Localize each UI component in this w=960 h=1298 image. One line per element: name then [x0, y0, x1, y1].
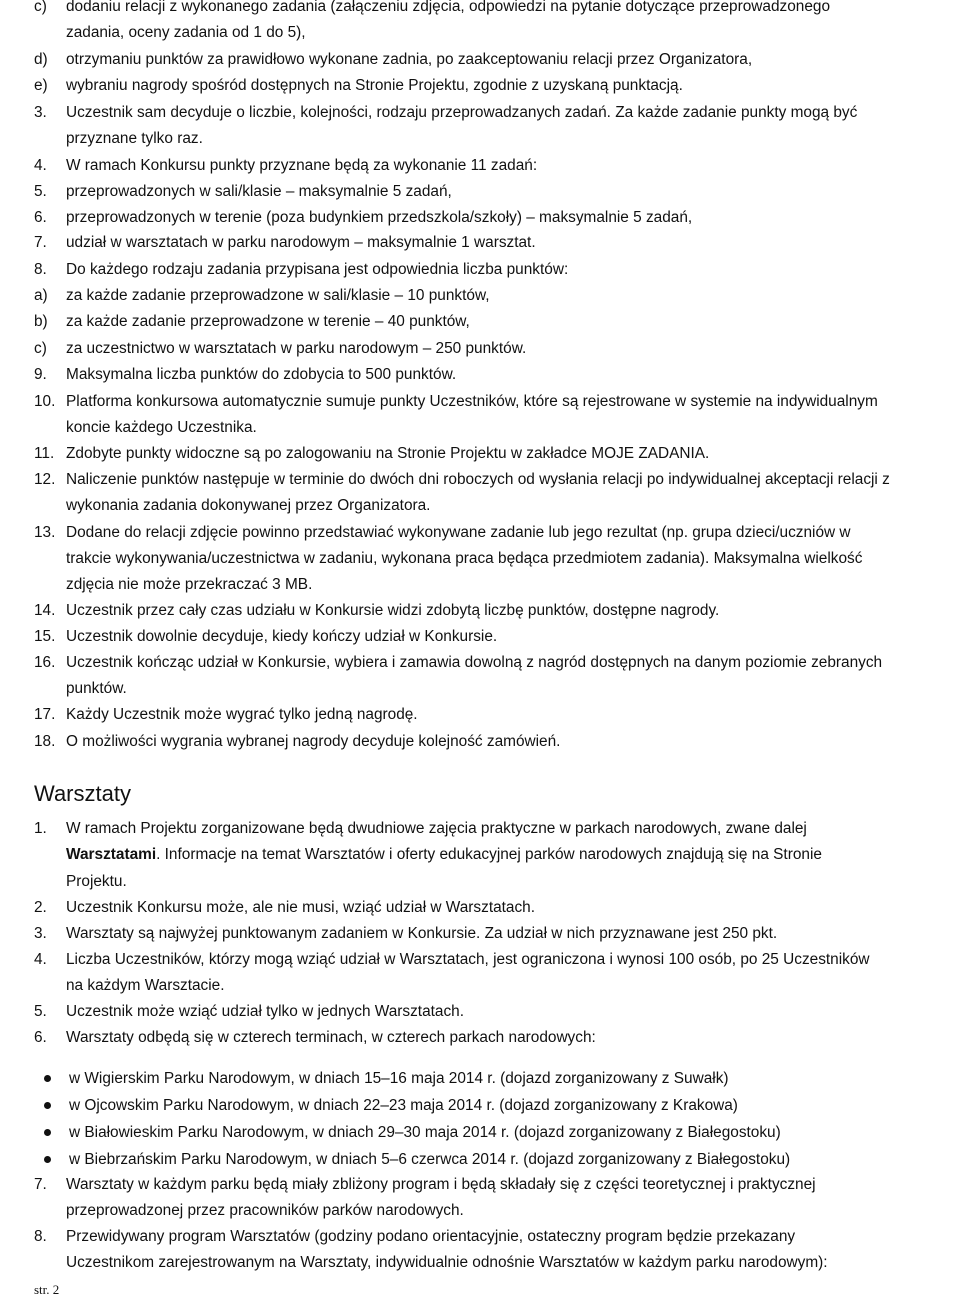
rule-text: Zdobyte punkty widoczne są po zalogowaniu na Stronie Projektu w zakładce MOJE ZADANIA. [66, 445, 710, 462]
list-item-continuation [0, 20, 940, 47]
list-item [0, 0, 940, 21]
rule-number: 18. [34, 733, 56, 750]
warsztaty-item-continuation [0, 1250, 940, 1277]
warsztatami-bold-term: Warsztatami [66, 846, 157, 863]
rule-item [0, 467, 940, 494]
rule-number: 10. [34, 393, 56, 410]
rule-item [0, 389, 940, 416]
points-text: za każde zadanie przeprowadzone w sali/klasie – 10 punktów, [66, 287, 490, 304]
rule-item [0, 179, 940, 206]
rule-item [0, 729, 940, 756]
points-text: za uczestnictwo w warsztatach w parku narodowym – 250 punktów. [66, 340, 527, 357]
item-text: Uczestnikom zarejestrowanym na Warsztaty, indywidualnie odnośnie Warsztatów w każdym parku narodowym): [66, 1254, 828, 1271]
rule-text: przeprowadzonych w terenie (poza budynkiem przedszkola/szkoły) – maksymalnie 5 zadań, [66, 209, 693, 226]
item-text: przeprowadzonej przez pracowników parków narodowych. [66, 1202, 464, 1219]
rule-item [0, 520, 940, 547]
bullet-text: w Biebrzańskim Parku Narodowym, w dniach 5–6 czerwca 2014 r. (dojazd zorganizowany z Białegostoku) [69, 1151, 791, 1168]
rule-text: Maksymalna liczba punktów do zdobycia to 500 punktów. [66, 366, 457, 383]
rule-number: 16. [34, 654, 56, 671]
item-number: 4. [34, 951, 47, 968]
rule-item [0, 257, 940, 284]
park-bullet-item [0, 1093, 940, 1120]
bullet-dot-icon [44, 1129, 51, 1136]
page-number: str. 2 [34, 1282, 60, 1297]
points-label: b) [34, 313, 48, 330]
bullet-dot-icon [44, 1156, 51, 1163]
rule-number: 11. [34, 445, 55, 462]
item-number: 3. [34, 925, 47, 942]
rule-number: 14. [34, 602, 56, 619]
item-text: Uczestnik może wziąć udział tylko w jednych Warsztatach. [66, 1003, 465, 1020]
item-text: Uczestnik Konkursu może, ale nie musi, wziąć udział w Warsztatach. [66, 899, 536, 916]
warsztaty-item [0, 1172, 940, 1199]
warsztaty-item-continuation [0, 842, 940, 869]
section-heading: Warsztaty [34, 781, 131, 806]
rule-number: 8. [34, 261, 47, 278]
item-text: na każdym Warsztacie. [66, 977, 225, 994]
item-text-wrap [66, 842, 822, 869]
rule-text: Uczestnik dowolnie decyduje, kiedy kończy udział w Konkursie. [66, 628, 498, 645]
rule-item [0, 650, 940, 677]
rule-text: O możliwości wygrania wybranej nagrody decyduje kolejność zamówień. [66, 733, 561, 750]
rule-item [0, 624, 940, 651]
bullet-dot-icon [44, 1075, 51, 1082]
list-item [0, 47, 940, 74]
list-label: c) [34, 0, 47, 15]
list-label: e) [34, 77, 48, 94]
warsztaty-item [0, 947, 940, 974]
points-item [0, 283, 940, 310]
rule-text: udział w warsztatach w parku narodowym – maksymalnie 1 warsztat. [66, 234, 536, 251]
rule-number: 3. [34, 104, 47, 121]
item-text: Liczba Uczestników, którzy mogą wziąć udział w Warsztatach, jest ograniczona i wynosi 100 osób, po 25 Uczestników [66, 951, 870, 968]
points-item [0, 336, 940, 363]
rule-number: 5. [34, 183, 47, 200]
rule-text: przyznane tylko raz. [66, 130, 203, 147]
rule-continuation [0, 415, 940, 442]
rule-item [0, 441, 940, 468]
rule-item [0, 205, 940, 232]
rule-number: 4. [34, 157, 47, 174]
rule-continuation [0, 572, 940, 599]
points-label: a) [34, 287, 48, 304]
bullet-text: w Ojcowskim Parku Narodowym, w dniach 22–23 maja 2014 r. (dojazd zorganizowany z Krakowa) [69, 1097, 738, 1114]
bullet-text: w Białowieskim Parku Narodowym, w dniach 29–30 maja 2014 r. (dojazd zorganizowany z Białegostoku) [69, 1124, 781, 1141]
points-item [0, 309, 940, 336]
item-number: 2. [34, 899, 47, 916]
rule-continuation [0, 546, 940, 573]
item-number: 7. [34, 1176, 47, 1193]
item-number: 1. [34, 820, 47, 837]
bullet-dot-icon [44, 1102, 51, 1109]
warsztaty-item-continuation [0, 1198, 940, 1225]
item-text-rest: . Informacje na temat Warsztatów i oferty edukacyjnej parków narodowych znajdują się na Stronie [156, 846, 822, 863]
warsztaty-item [0, 921, 940, 948]
warsztaty-item [0, 999, 940, 1026]
points-text: za każde zadanie przeprowadzone w terenie – 40 punktów, [66, 313, 470, 330]
bullet-text: w Wigierskim Parku Narodowym, w dniach 15–16 maja 2014 r. (dojazd zorganizowany z Suwałk) [69, 1070, 729, 1087]
park-bullet-item [0, 1147, 940, 1174]
rule-text: zdjęcia nie może przekraczać 3 MB. [66, 576, 313, 593]
rule-text: przeprowadzonych w sali/klasie – maksymalnie 5 zadań, [66, 183, 452, 200]
rule-text: Naliczenie punktów następuje w terminie do dwóch dni roboczych od wysłania relacji po indywidualnej akceptacji relacji z [66, 471, 890, 488]
rule-text: Każdy Uczestnik może wygrać tylko jedną nagrodę. [66, 706, 418, 723]
warsztaty-item [0, 1224, 940, 1251]
rule-number: 6. [34, 209, 47, 226]
rule-text: Uczestnik przez cały czas udziału w Konkursie widzi zdobytą liczbę punktów, dostępne nagrody. [66, 602, 720, 619]
list-text: otrzymaniu punktów za prawidłowo wykonane zadnia, po zaakceptowaniu relacji przez Organizatora, [66, 51, 753, 68]
item-number: 6. [34, 1029, 47, 1046]
park-bullet-item [0, 1066, 940, 1093]
rule-item [0, 153, 940, 180]
rule-item [0, 100, 940, 127]
rule-text: Uczestnik kończąc udział w Konkursie, wybiera i zamawia dowolną z nagród dostępnych na danym poziomie zebranych [66, 654, 883, 671]
rule-text: Uczestnik sam decyduje o liczbie, kolejności, rodzaju przeprowadzanych zadań. Za każde zadanie punkty mogą być [66, 104, 858, 121]
rule-continuation [0, 126, 940, 153]
rule-text: punktów. [66, 680, 127, 697]
item-number: 5. [34, 1003, 47, 1020]
item-text: Warsztaty są najwyżej punktowanym zadaniem w Konkursie. Za udział w nich przyznawane jest 250 pkt. [66, 925, 778, 942]
rule-number: 17. [34, 706, 56, 723]
warsztaty-item [0, 816, 940, 843]
rule-item [0, 702, 940, 729]
item-text: W ramach Projektu zorganizowane będą dwudniowe zajęcia praktyczne w parkach narodowych, zwane dalej [66, 820, 807, 837]
rule-number: 9. [34, 366, 47, 383]
points-label: c) [34, 340, 47, 357]
rule-item [0, 598, 940, 625]
item-number: 8. [34, 1228, 47, 1245]
rule-number: 12. [34, 471, 56, 488]
rule-text: wykonania zadania dokonywanej przez Organizatora. [66, 497, 431, 514]
item-text: Warsztaty w każdym parku będą miały zbliżony program i będą składały się z części teoretycznej i praktycznej [66, 1176, 816, 1193]
list-text: dodaniu relacji z wykonanego zadania (załączeniu zdjęcia, odpowiedzi na pytanie dotyczące przeprowadzonego [66, 0, 831, 15]
park-bullet-item [0, 1120, 940, 1147]
warsztaty-item-continuation [0, 973, 940, 1000]
rule-text: koncie każdego Uczestnika. [66, 419, 257, 436]
warsztaty-item [0, 895, 940, 922]
rule-continuation [0, 493, 940, 520]
rule-text: Do każdego rodzaju zadania przypisana jest odpowiednia liczba punktów: [66, 261, 569, 278]
rule-number: 13. [34, 524, 56, 541]
rule-text: W ramach Konkursu punkty przyznane będą za wykonanie 11 zadań: [66, 157, 538, 174]
warsztaty-item [0, 1025, 940, 1052]
rule-text: Platforma konkursowa automatycznie sumuje punkty Uczestników, które są rejestrowane w systemie na indywidualnym [66, 393, 878, 410]
rule-number: 15. [34, 628, 56, 645]
rule-item [0, 230, 940, 257]
warsztaty-item-continuation [0, 869, 940, 896]
list-label: d) [34, 51, 48, 68]
rule-item [0, 362, 940, 389]
rule-text: Dodane do relacji zdjęcie powinno przedstawiać wykonywane zadanie lub jego rezultat (np. grupa dzieci/uczniów w [66, 524, 851, 541]
item-text: Warsztaty odbędą się w czterech terminach, w czterech parkach narodowych: [66, 1029, 596, 1046]
rule-text: trakcie wykonywania/uczestnictwa w zadaniu, wykonana praca będąca przedmiotem zadania). Maksymalna wielkość [66, 550, 863, 567]
rule-number: 7. [34, 234, 47, 251]
list-text: zadania, oceny zadania od 1 do 5), [66, 24, 306, 41]
rule-continuation [0, 676, 940, 703]
item-text: Przewidywany program Warsztatów (godziny podano orientacyjnie, ostateczny program będzie przekazany [66, 1228, 796, 1245]
list-text: wybraniu nagrody spośród dostępnych na Stronie Projektu, zgodnie z uzyskaną punktacją. [66, 77, 683, 94]
item-text: Projektu. [66, 873, 127, 890]
list-item [0, 73, 940, 100]
